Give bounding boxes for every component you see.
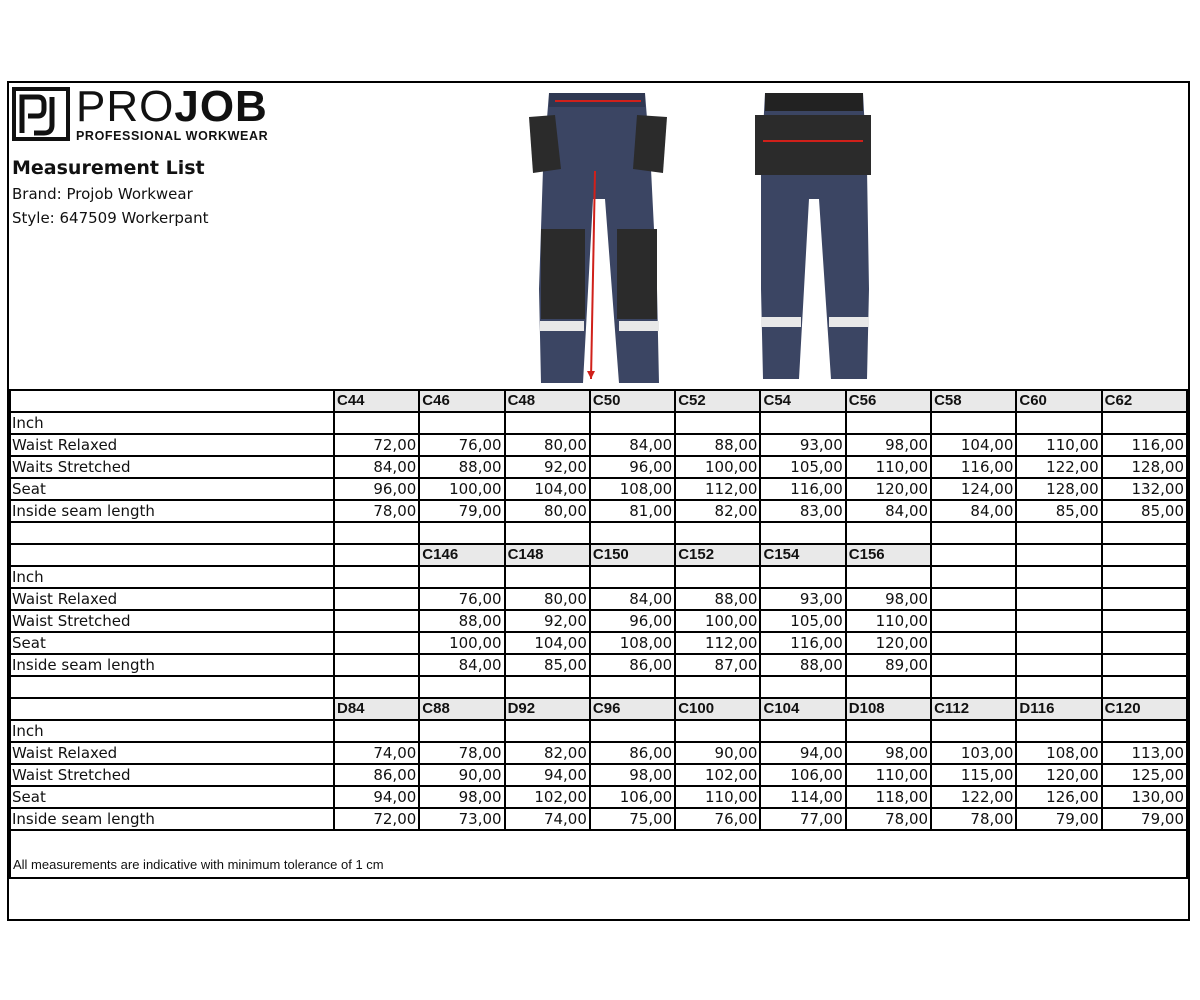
measurement-value: 85,00 [1102, 500, 1187, 522]
document-title: Measurement List [12, 157, 205, 179]
logo-word-pro: PRO [76, 82, 175, 131]
measurement-row [10, 456, 1187, 478]
empty-cell [846, 522, 931, 544]
measurement-value: 104,00 [931, 434, 1016, 456]
size-header: C154 [760, 544, 845, 566]
size-header: C146 [419, 544, 504, 566]
pj-logo-mark-icon [12, 87, 70, 141]
empty-cell [505, 522, 590, 544]
spacer-row [10, 522, 1187, 544]
measurement-value: 102,00 [675, 764, 760, 786]
measurement-value: 80,00 [505, 434, 590, 456]
measurement-value: 88,00 [675, 434, 760, 456]
size-header: C46 [419, 390, 504, 412]
empty-cell [1016, 720, 1101, 742]
empty-cell [931, 522, 1016, 544]
measurement-row [10, 610, 1187, 632]
measurement-value: 92,00 [505, 456, 590, 478]
empty-cell [1016, 412, 1101, 434]
empty-cell [675, 566, 760, 588]
measurement-label: Waist Relaxed [10, 434, 334, 456]
size-header: C96 [590, 698, 675, 720]
measurement-value: 116,00 [760, 478, 845, 500]
empty-cell [1102, 544, 1187, 566]
empty-cell [419, 412, 504, 434]
empty-cell [931, 544, 1016, 566]
measurement-value: 93,00 [760, 588, 845, 610]
measurement-value: 80,00 [505, 588, 590, 610]
empty-cell [931, 566, 1016, 588]
measurement-value: 86,00 [334, 764, 419, 786]
empty-cell [334, 632, 419, 654]
size-header: C44 [334, 390, 419, 412]
empty-cell [931, 610, 1016, 632]
empty-cell [1102, 588, 1187, 610]
measurement-value: 79,00 [419, 500, 504, 522]
size-header: D108 [846, 698, 931, 720]
empty-cell [931, 412, 1016, 434]
empty-cell [760, 720, 845, 742]
empty-cell [10, 698, 334, 720]
measurement-value: 75,00 [590, 808, 675, 830]
measurement-value: 104,00 [505, 632, 590, 654]
measurement-value: 118,00 [846, 786, 931, 808]
measurement-row [10, 588, 1187, 610]
measurement-value: 88,00 [675, 588, 760, 610]
measurement-value: 77,00 [760, 808, 845, 830]
size-header: C150 [590, 544, 675, 566]
empty-cell [334, 720, 419, 742]
measurement-value: 76,00 [675, 808, 760, 830]
empty-cell [505, 566, 590, 588]
empty-cell [846, 566, 931, 588]
empty-cell [10, 544, 334, 566]
unit-label: Inch [10, 412, 334, 434]
measurement-value: 120,00 [846, 632, 931, 654]
size-header: C152 [675, 544, 760, 566]
measurement-value: 79,00 [1102, 808, 1187, 830]
footnote-row [10, 830, 1187, 878]
measurement-value: 110,00 [675, 786, 760, 808]
size-header: D116 [1016, 698, 1101, 720]
measurement-value: 115,00 [931, 764, 1016, 786]
measurement-value: 113,00 [1102, 742, 1187, 764]
measurement-value: 88,00 [419, 610, 504, 632]
size-header: D84 [334, 698, 419, 720]
empty-cell [505, 676, 590, 698]
measurement-value: 82,00 [505, 742, 590, 764]
brand-line: Brand: Projob Workwear [12, 185, 193, 203]
measurement-value: 100,00 [419, 478, 504, 500]
pants-front-icon [523, 89, 673, 387]
size-header: C120 [1102, 698, 1187, 720]
measurement-value: 116,00 [931, 456, 1016, 478]
measurement-value: 86,00 [590, 654, 675, 676]
empty-cell [1016, 676, 1101, 698]
empty-cell [1016, 654, 1101, 676]
measurement-value: 86,00 [590, 742, 675, 764]
size-header-row [10, 698, 1187, 720]
measurement-value: 132,00 [1102, 478, 1187, 500]
measurement-value: 125,00 [1102, 764, 1187, 786]
measurement-label: Waist Relaxed [10, 588, 334, 610]
measurement-label: Seat [10, 632, 334, 654]
empty-cell [590, 566, 675, 588]
empty-cell [1016, 522, 1101, 544]
measurement-value: 110,00 [846, 610, 931, 632]
size-header: C48 [505, 390, 590, 412]
empty-cell [1102, 566, 1187, 588]
measurement-value: 120,00 [1016, 764, 1101, 786]
measurement-row [10, 434, 1187, 456]
measurement-value: 122,00 [1016, 456, 1101, 478]
measurement-row [10, 654, 1187, 676]
empty-cell [846, 676, 931, 698]
empty-cell [334, 676, 419, 698]
measurement-label: Waist Stretched [10, 764, 334, 786]
measurement-value: 84,00 [334, 456, 419, 478]
size-header: C60 [1016, 390, 1101, 412]
empty-cell [505, 412, 590, 434]
empty-cell [419, 676, 504, 698]
unit-label: Inch [10, 720, 334, 742]
measurement-value: 116,00 [760, 632, 845, 654]
measurement-value: 93,00 [760, 434, 845, 456]
size-header: C58 [931, 390, 1016, 412]
measurement-value: 128,00 [1016, 478, 1101, 500]
measurement-value: 76,00 [419, 588, 504, 610]
empty-cell [10, 676, 334, 698]
measurement-label: Inside seam length [10, 500, 334, 522]
empty-cell [675, 522, 760, 544]
size-header: C104 [760, 698, 845, 720]
measurement-row [10, 500, 1187, 522]
measurement-value: 110,00 [846, 764, 931, 786]
size-header: C112 [931, 698, 1016, 720]
measurement-value: 122,00 [931, 786, 1016, 808]
measurement-value: 120,00 [846, 478, 931, 500]
empty-cell [334, 654, 419, 676]
measurement-label: Waist Stretched [10, 610, 334, 632]
empty-cell [675, 676, 760, 698]
empty-cell [419, 522, 504, 544]
empty-cell [1102, 412, 1187, 434]
measurement-value: 82,00 [675, 500, 760, 522]
unit-row [10, 566, 1187, 588]
measurement-row [10, 808, 1187, 830]
measurement-value: 72,00 [334, 434, 419, 456]
measurement-value: 94,00 [760, 742, 845, 764]
empty-cell [931, 676, 1016, 698]
measurement-value: 84,00 [419, 654, 504, 676]
pants-back-icon [751, 89, 881, 387]
measurement-row [10, 764, 1187, 786]
measurement-value: 83,00 [760, 500, 845, 522]
empty-cell [1102, 632, 1187, 654]
measurement-value: 90,00 [419, 764, 504, 786]
measurement-value: 112,00 [675, 478, 760, 500]
measurement-value: 94,00 [334, 786, 419, 808]
empty-cell [1016, 632, 1101, 654]
measurement-value: 108,00 [1016, 742, 1101, 764]
size-header: C156 [846, 544, 931, 566]
measurement-value: 96,00 [590, 456, 675, 478]
measurement-row [10, 478, 1187, 500]
measurement-label: Inside seam length [10, 654, 334, 676]
empty-cell [675, 720, 760, 742]
size-header: C100 [675, 698, 760, 720]
empty-cell [334, 588, 419, 610]
measurement-value: 79,00 [1016, 808, 1101, 830]
empty-cell [1016, 566, 1101, 588]
empty-cell [334, 412, 419, 434]
empty-cell [334, 566, 419, 588]
measurement-label: Inside seam length [10, 808, 334, 830]
measurement-value: 124,00 [931, 478, 1016, 500]
empty-cell [10, 390, 334, 412]
empty-cell [590, 522, 675, 544]
style-line: Style: 647509 Workerpant [12, 209, 209, 227]
measurement-value: 102,00 [505, 786, 590, 808]
measurement-value: 103,00 [931, 742, 1016, 764]
size-header: C56 [846, 390, 931, 412]
measurement-value: 110,00 [846, 456, 931, 478]
measurement-value: 76,00 [419, 434, 504, 456]
measurement-row [10, 632, 1187, 654]
measurement-value: 90,00 [675, 742, 760, 764]
measurement-value: 98,00 [846, 742, 931, 764]
logo-tagline: PROFESSIONAL WORKWEAR [76, 129, 269, 143]
measurement-value: 112,00 [675, 632, 760, 654]
measurement-value: 100,00 [675, 456, 760, 478]
empty-cell [419, 720, 504, 742]
measurement-value: 110,00 [1016, 434, 1101, 456]
empty-cell [846, 412, 931, 434]
measurement-value: 100,00 [675, 610, 760, 632]
measurement-value: 94,00 [505, 764, 590, 786]
measurement-value: 98,00 [846, 434, 931, 456]
measurement-value: 98,00 [419, 786, 504, 808]
measurement-value: 88,00 [760, 654, 845, 676]
empty-cell [590, 412, 675, 434]
empty-cell [931, 588, 1016, 610]
measurement-value: 114,00 [760, 786, 845, 808]
empty-cell [760, 676, 845, 698]
empty-cell [760, 522, 845, 544]
empty-cell [931, 720, 1016, 742]
empty-cell [334, 610, 419, 632]
empty-cell [1016, 610, 1101, 632]
measurement-value: 100,00 [419, 632, 504, 654]
measurement-label: Waits Stretched [10, 456, 334, 478]
empty-cell [334, 544, 419, 566]
measurement-value: 130,00 [1102, 786, 1187, 808]
size-header: C88 [419, 698, 504, 720]
measurement-value: 85,00 [1016, 500, 1101, 522]
measurement-value: 84,00 [931, 500, 1016, 522]
measurement-sheet [7, 81, 1190, 921]
measurement-value: 105,00 [760, 610, 845, 632]
measurement-value: 105,00 [760, 456, 845, 478]
empty-cell [590, 676, 675, 698]
empty-cell [1102, 654, 1187, 676]
measurement-value: 87,00 [675, 654, 760, 676]
measurement-value: 96,00 [334, 478, 419, 500]
measurement-value: 78,00 [334, 500, 419, 522]
empty-cell [1016, 588, 1101, 610]
empty-cell [760, 566, 845, 588]
measurement-value: 106,00 [590, 786, 675, 808]
empty-cell [419, 566, 504, 588]
measurement-row [10, 742, 1187, 764]
measurement-value: 78,00 [419, 742, 504, 764]
empty-cell [1102, 522, 1187, 544]
measurement-value: 80,00 [505, 500, 590, 522]
size-header-row [10, 544, 1187, 566]
measurement-value: 88,00 [419, 456, 504, 478]
measurement-value: 72,00 [334, 808, 419, 830]
spacer-row [10, 676, 1187, 698]
empty-cell [1016, 544, 1101, 566]
size-header-row [10, 390, 1187, 412]
empty-cell [1102, 676, 1187, 698]
measurement-row [10, 786, 1187, 808]
measurement-value: 128,00 [1102, 456, 1187, 478]
measurement-value: 84,00 [590, 434, 675, 456]
measurement-value: 116,00 [1102, 434, 1187, 456]
empty-cell [1102, 720, 1187, 742]
empty-cell [760, 412, 845, 434]
measurement-value: 73,00 [419, 808, 504, 830]
empty-cell [334, 522, 419, 544]
empty-cell [590, 720, 675, 742]
size-header: C62 [1102, 390, 1187, 412]
measurement-value: 106,00 [760, 764, 845, 786]
unit-row [10, 412, 1187, 434]
measurement-value: 98,00 [846, 588, 931, 610]
unit-label: Inch [10, 566, 334, 588]
empty-cell [931, 632, 1016, 654]
measurement-value: 92,00 [505, 610, 590, 632]
measurement-value: 89,00 [846, 654, 931, 676]
empty-cell [931, 654, 1016, 676]
measurement-value: 85,00 [505, 654, 590, 676]
empty-cell [846, 720, 931, 742]
measurement-table [9, 389, 1188, 879]
size-header: C50 [590, 390, 675, 412]
measurement-value: 108,00 [590, 478, 675, 500]
size-header: D92 [505, 698, 590, 720]
measurement-label: Seat [10, 786, 334, 808]
measurement-value: 74,00 [505, 808, 590, 830]
measurement-value: 104,00 [505, 478, 590, 500]
empty-cell [675, 412, 760, 434]
measurement-value: 108,00 [590, 632, 675, 654]
measurement-value: 98,00 [590, 764, 675, 786]
logo-word-job: JOB [174, 82, 268, 131]
measurement-value: 96,00 [590, 610, 675, 632]
measurement-value: 84,00 [846, 500, 931, 522]
measurement-value: 81,00 [590, 500, 675, 522]
unit-row [10, 720, 1187, 742]
measurement-value: 126,00 [1016, 786, 1101, 808]
measurement-value: 84,00 [590, 588, 675, 610]
empty-cell [10, 522, 334, 544]
projob-logo [12, 82, 269, 143]
footnote: All measurements are indicative with minimum tolerance of 1 cm [10, 830, 1187, 878]
empty-cell [1102, 610, 1187, 632]
size-header: C54 [760, 390, 845, 412]
size-header: C148 [505, 544, 590, 566]
measurement-label: Seat [10, 478, 334, 500]
measurement-value: 74,00 [334, 742, 419, 764]
empty-cell [505, 720, 590, 742]
measurement-label: Waist Relaxed [10, 742, 334, 764]
size-header: C52 [675, 390, 760, 412]
measurement-value: 78,00 [931, 808, 1016, 830]
measurement-value: 78,00 [846, 808, 931, 830]
